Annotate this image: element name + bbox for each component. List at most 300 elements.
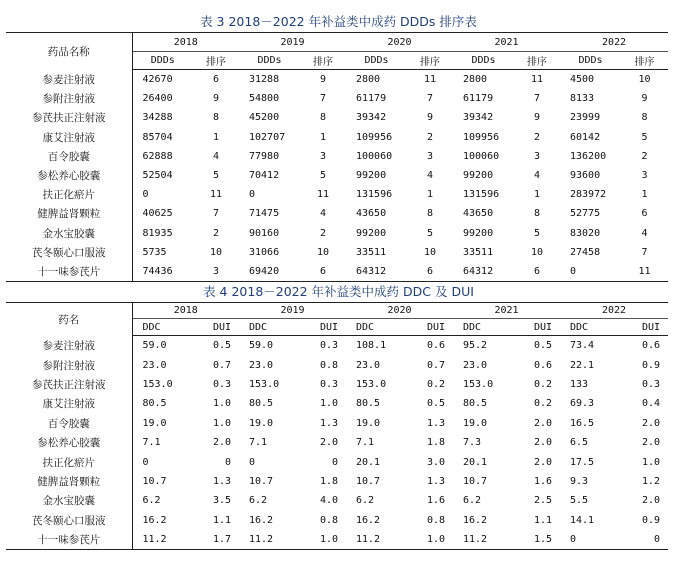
table3-year-header: 2019	[239, 33, 346, 52]
table4-value-cell: 59.0	[142, 340, 167, 352]
table4-year-header: 2020	[346, 303, 453, 319]
table3-second-cell: 7	[212, 208, 220, 220]
table-row	[6, 70, 668, 90]
table4-value-cell: 73.4	[570, 340, 595, 352]
table4-value-cell: 23.0	[142, 359, 167, 371]
table4-value-cell: 17.5	[570, 456, 595, 468]
table4-value-cell: 11.2	[132, 530, 193, 550]
drug-name: 十一味参芪片	[6, 530, 132, 550]
table4-second-cell: 0.6	[426, 340, 445, 352]
table3-value-cell: 99200	[463, 170, 494, 182]
table3-value-cell: 23999	[570, 112, 601, 124]
table3-second-cell: 4	[212, 150, 220, 162]
table4-value-cell: 10.7	[142, 475, 167, 487]
table4-second-cell: 0.3	[641, 379, 660, 391]
table3-value-cell: 31288	[249, 74, 280, 86]
table-row	[6, 166, 668, 185]
table4-value-cell: 7.1	[142, 437, 161, 449]
table4-second-cell: 0.3	[212, 379, 231, 391]
table-row	[6, 262, 668, 282]
table3-ddds-ranking	[6, 32, 668, 282]
table4-ddc-header: DDC	[346, 319, 407, 336]
table3-second-cell: 11	[209, 189, 223, 201]
table4-dui-header: DUI	[514, 319, 560, 336]
table3-value-cell: 0	[249, 189, 256, 201]
drug-name: 百令胶囊	[6, 414, 132, 433]
table4-second-cell: 3.0	[426, 456, 445, 468]
table4-value-cell: 14.1	[570, 514, 595, 526]
table3-value-cell: 33511	[463, 246, 494, 258]
table3-second-cell: 11	[621, 262, 668, 282]
table3-value-cell: 69420	[239, 262, 300, 282]
table4-value-cell: 10.7	[356, 475, 381, 487]
table4-second-cell: 1.3	[426, 417, 445, 429]
table4-value-cell: 69.3	[570, 398, 595, 410]
table4-second-cell: 1.6	[426, 495, 445, 507]
table4-value-cell: 19.0	[463, 417, 488, 429]
table4-second-cell: 1.6	[533, 475, 552, 487]
drug-name: 十一味参芪片	[6, 262, 132, 282]
table3-second-cell: 4	[641, 227, 648, 239]
table4-second-cell: 1.0	[407, 530, 453, 550]
table3-value-cell: 31066	[249, 246, 280, 258]
table4-dui-header: DUI	[621, 319, 668, 336]
table4-second-cell: 0	[224, 456, 231, 468]
table3-value-cell: 109956	[356, 131, 393, 143]
table4-second-cell: 1.7	[193, 530, 239, 550]
table4-second-cell: 2.0	[533, 417, 552, 429]
table4-second-cell: 1.1	[533, 514, 552, 526]
table4-second-cell: 0.7	[212, 359, 231, 371]
table4-value-cell: 108.1	[356, 340, 387, 352]
table4-value-cell: 0	[560, 530, 621, 550]
table4-second-cell: 1.0	[300, 530, 346, 550]
table3-value-cell: 74436	[132, 262, 193, 282]
table3-year-header: 2022	[560, 33, 668, 52]
table3-value-cell: 34288	[142, 112, 173, 124]
table4-ddc-header: DDC	[239, 319, 300, 336]
table3-second-cell: 1	[641, 189, 648, 201]
table3-value-cell: 99200	[463, 227, 494, 239]
table4-second-cell: 0.2	[426, 379, 445, 391]
table4-second-cell: 0	[621, 530, 668, 550]
table3-value-cell: 0	[560, 262, 621, 282]
drug-name: 参附注射液	[6, 355, 132, 374]
table-row	[6, 491, 668, 510]
table-row	[6, 204, 668, 223]
table3-value-cell: 64312	[346, 262, 407, 282]
drug-name: 参麦注射液	[6, 336, 132, 356]
table3-value-cell: 40625	[142, 208, 173, 220]
table4-second-cell: 0.8	[426, 514, 445, 526]
table4-value-cell: 22.1	[570, 359, 595, 371]
table4-second-cell: 2.5	[533, 495, 552, 507]
table4-value-cell: 10.7	[249, 475, 274, 487]
table4-second-cell: 0.5	[426, 398, 445, 410]
table4-value-cell: 23.0	[356, 359, 381, 371]
table4-value-cell: 23.0	[249, 359, 274, 371]
table3-value-cell: 102707	[249, 131, 286, 143]
table4-value-cell: 16.2	[249, 514, 274, 526]
table4-second-cell: 2.0	[641, 495, 660, 507]
table3-value-cell: 52504	[142, 170, 173, 182]
table4-second-cell: 1.1	[212, 514, 231, 526]
table3-value-cell: 8133	[570, 93, 595, 105]
table3-second-cell: 4	[319, 208, 327, 220]
drug-name: 金水宝胶囊	[6, 491, 132, 510]
table4-ddc-header: DDC	[560, 319, 621, 336]
table4-value-cell: 95.2	[463, 340, 488, 352]
table4-value-cell: 16.2	[142, 514, 167, 526]
table3-value-cell: 42670	[142, 74, 173, 86]
table-row	[6, 128, 668, 147]
table3-second-cell: 5	[533, 227, 541, 239]
drug-name: 芪冬颐心口服液	[6, 511, 132, 530]
table4-value-cell: 80.5	[463, 398, 488, 410]
table-row	[6, 224, 668, 243]
table4-value-cell: 20.1	[463, 456, 488, 468]
table3-second-cell: 10	[423, 246, 437, 258]
table4-value-cell: 6.2	[463, 495, 482, 507]
table3-name-header: 药品名称	[6, 33, 132, 70]
table3-value-cell: 45200	[249, 112, 280, 124]
table4-second-cell: 3.5	[212, 495, 231, 507]
table3-year-header: 2020	[346, 33, 453, 52]
table4-dui-header: DUI	[407, 319, 453, 336]
table3-second-cell: 5	[319, 170, 327, 182]
table3-second-cell: 3	[641, 170, 648, 182]
table4-value-cell: 16.5	[570, 417, 595, 429]
table4-value-cell: 80.5	[142, 398, 167, 410]
table4-second-cell: 0.7	[426, 359, 445, 371]
table3-second-cell: 2	[641, 150, 648, 162]
table3-second-cell: 7	[319, 93, 327, 105]
table3-value-cell: 33511	[356, 246, 387, 258]
table3-second-cell: 6	[514, 262, 560, 282]
table3-second-cell: 3	[319, 150, 327, 162]
table3-second-cell: 1	[212, 131, 220, 143]
table3-ddds-header: DDDs	[453, 52, 514, 70]
table4-second-cell: 1.0	[641, 456, 660, 468]
table3-rank-header: 排序	[621, 52, 668, 70]
table4-value-cell: 11.2	[239, 530, 300, 550]
table3-second-cell: 5	[641, 131, 648, 143]
table3-second-cell: 6	[641, 208, 648, 220]
table4-value-cell: 7.1	[249, 437, 268, 449]
table-row	[6, 394, 668, 413]
table4-value-cell: 153.0	[249, 379, 280, 391]
table3-second-cell: 10	[638, 74, 651, 86]
table3-second-cell: 3	[193, 262, 239, 282]
drug-name: 参芪扶正注射液	[6, 108, 132, 127]
table3-value-cell: 27458	[570, 246, 601, 258]
table3-ddds-header: DDDs	[239, 52, 300, 70]
table3-value-cell: 43650	[356, 208, 387, 220]
table3-second-cell: 8	[533, 208, 541, 220]
drug-name: 康艾注射液	[6, 128, 132, 147]
table3-second-cell: 9	[426, 112, 434, 124]
table3-second-cell: 9	[533, 112, 541, 124]
table3-value-cell: 62888	[142, 150, 173, 162]
table4-second-cell: 0.9	[641, 514, 660, 526]
table3-ddds-header: DDDs	[132, 52, 193, 70]
table-row	[6, 414, 668, 433]
table4-second-cell: 0.3	[319, 340, 338, 352]
table3-second-cell: 9	[641, 93, 648, 105]
table4-second-cell: 1.0	[212, 417, 231, 429]
table4-value-cell: 9.3	[570, 475, 589, 487]
table3-value-cell: 83020	[570, 227, 601, 239]
table3-value-cell: 99200	[356, 170, 387, 182]
table4-value-cell: 23.0	[463, 359, 488, 371]
table4-value-cell: 6.2	[356, 495, 375, 507]
table4-name-header: 药名	[6, 303, 132, 336]
drug-name: 参松养心胶囊	[6, 166, 132, 185]
table3-value-cell: 100060	[463, 150, 500, 162]
table4-second-cell: 0.5	[533, 340, 552, 352]
table4-value-cell: 6.2	[142, 495, 161, 507]
table3-second-cell: 11	[530, 74, 544, 86]
table3-caption: 表 3 2018－2022 年补益类中成药 DDDs 排序表	[200, 14, 477, 29]
table4-second-cell: 0.8	[319, 359, 338, 371]
table3-value-cell: 131596	[356, 189, 393, 201]
table3-second-cell: 11	[316, 189, 330, 201]
table4-second-cell: 0.9	[641, 359, 660, 371]
table-row	[6, 185, 668, 204]
table4-caption: 表 4 2018－2022 年补益类中成药 DDC 及 DUI	[203, 284, 474, 300]
table4-second-cell: 0.3	[319, 379, 338, 391]
table3-value-cell: 93600	[570, 170, 601, 182]
table3-second-cell: 7	[533, 93, 541, 105]
table3-value-cell: 60142	[570, 131, 601, 143]
table4-value-cell: 11.2	[453, 530, 514, 550]
table4-value-cell: 0	[142, 456, 149, 468]
table3-second-cell: 3	[426, 150, 434, 162]
table3-value-cell: 136200	[570, 150, 607, 162]
drug-name: 芪冬颐心口服液	[6, 243, 132, 262]
table4-second-cell: 0.2	[533, 398, 552, 410]
table4-value-cell: 0	[249, 456, 256, 468]
table3-value-cell: 39342	[463, 112, 494, 124]
table-row	[6, 108, 668, 127]
table-row	[6, 375, 668, 394]
table4-second-cell: 0.6	[533, 359, 552, 371]
table3-second-cell: 6	[407, 262, 453, 282]
table3-second-cell: 8	[319, 112, 327, 124]
table4-second-cell: 4.0	[319, 495, 338, 507]
table-row	[6, 243, 668, 262]
drug-name: 健脾益肾颗粒	[6, 204, 132, 223]
table4-year-header: 2018	[132, 303, 239, 319]
table4-second-cell: 0.4	[641, 398, 660, 410]
drug-name: 参麦注射液	[6, 70, 132, 90]
table4-second-cell: 1.0	[319, 398, 338, 410]
table3-second-cell: 8	[426, 208, 434, 220]
table-row	[6, 336, 668, 356]
table3-value-cell: 39342	[356, 112, 387, 124]
drug-name: 金水宝胶囊	[6, 224, 132, 243]
table4-value-cell: 80.5	[249, 398, 274, 410]
table3-second-cell: 10	[530, 246, 544, 258]
table3-second-cell: 7	[426, 93, 434, 105]
table3-second-cell: 2	[319, 227, 327, 239]
table3-value-cell: 90160	[249, 227, 280, 239]
table-row	[6, 530, 668, 550]
table3-second-cell: 8	[212, 112, 220, 124]
table4-value-cell: 16.2	[463, 514, 488, 526]
table3-value-cell: 2800	[463, 74, 488, 86]
table4-value-cell: 153.0	[463, 379, 494, 391]
table4-value-cell: 80.5	[356, 398, 381, 410]
table4-second-cell: 0.6	[641, 340, 660, 352]
table4-second-cell: 1.5	[514, 530, 560, 550]
table3-year-header: 2021	[453, 33, 560, 52]
table4-value-cell: 6.2	[249, 495, 268, 507]
table4-second-cell: 1.2	[641, 475, 660, 487]
table4-value-cell: 7.1	[356, 437, 375, 449]
table3-rank-header: 排序	[300, 52, 346, 70]
drug-name: 参松养心胶囊	[6, 433, 132, 452]
table3-second-cell: 1	[426, 189, 434, 201]
table3-value-cell: 64312	[453, 262, 514, 282]
table3-value-cell: 54800	[249, 93, 280, 105]
table3-value-cell: 0	[142, 189, 149, 201]
table4-dui-header: DUI	[300, 319, 346, 336]
table-row	[6, 433, 668, 452]
table4-value-cell: 19.0	[356, 417, 381, 429]
table4-second-cell: 0.2	[533, 379, 552, 391]
table3-year-header: 2018	[132, 33, 239, 52]
drug-name: 健脾益肾颗粒	[6, 472, 132, 491]
table-row	[6, 147, 668, 166]
table4-value-cell: 5.5	[570, 495, 589, 507]
table-row	[6, 452, 668, 471]
table3-value-cell: 100060	[356, 150, 393, 162]
table3-value-cell: 99200	[356, 227, 387, 239]
table3-rank-header: 排序	[514, 52, 560, 70]
drug-name: 康艾注射液	[6, 394, 132, 413]
drug-name: 百令胶囊	[6, 147, 132, 166]
table4-second-cell: 0	[331, 456, 338, 468]
table3-second-cell: 7	[641, 246, 648, 258]
table-row	[6, 472, 668, 491]
table3-value-cell: 26400	[142, 93, 173, 105]
table3-value-cell: 81935	[142, 227, 173, 239]
table4-value-cell: 7.3	[463, 437, 482, 449]
table-row	[6, 355, 668, 374]
table4-value-cell: 153.0	[356, 379, 387, 391]
table4-second-cell: 1.3	[212, 475, 231, 487]
table3-second-cell: 9	[319, 74, 327, 86]
table4-second-cell: 2.0	[212, 437, 231, 449]
table4-year-header: 2021	[453, 303, 560, 319]
table4-value-cell: 19.0	[142, 417, 167, 429]
table4-second-cell: 1.0	[212, 398, 231, 410]
table3-value-cell: 43650	[463, 208, 494, 220]
table3-ddds-header: DDDs	[346, 52, 407, 70]
drug-name: 扶正化瘀片	[6, 185, 132, 204]
table3-second-cell: 3	[533, 150, 541, 162]
drug-name: 参附注射液	[6, 89, 132, 108]
table4-value-cell: 133	[570, 379, 589, 391]
table3-second-cell: 11	[423, 74, 437, 86]
table4-second-cell: 2.0	[533, 456, 552, 468]
table4-second-cell: 0.8	[319, 514, 338, 526]
table4-second-cell: 2.0	[641, 417, 660, 429]
table3-value-cell: 71475	[249, 208, 280, 220]
table3-second-cell: 4	[533, 170, 541, 182]
table4-second-cell: 1.8	[319, 475, 338, 487]
table3-value-cell: 85704	[142, 131, 173, 143]
table4-value-cell: 16.2	[356, 514, 381, 526]
table3-value-cell: 4500	[570, 74, 595, 86]
table3-second-cell: 2	[426, 131, 434, 143]
table4-value-cell: 153.0	[142, 379, 173, 391]
table3-second-cell: 9	[212, 93, 220, 105]
table4-value-cell: 6.5	[570, 437, 589, 449]
table3-value-cell: 61179	[356, 93, 387, 105]
table4-value-cell: 10.7	[463, 475, 488, 487]
table3-second-cell: 4	[426, 170, 434, 182]
table4-second-cell: 2.0	[533, 437, 552, 449]
drug-name: 扶正化瘀片	[6, 452, 132, 471]
table3-value-cell: 77980	[249, 150, 280, 162]
table4-year-header: 2019	[239, 303, 346, 319]
table3-second-cell: 8	[641, 112, 648, 124]
table3-second-cell: 1	[319, 131, 327, 143]
table3-second-cell: 5	[426, 227, 434, 239]
drug-name: 参芪扶正注射液	[6, 375, 132, 394]
table4-second-cell: 2.0	[641, 437, 660, 449]
table4-second-cell: 2.0	[319, 437, 338, 449]
table3-second-cell: 5	[212, 170, 220, 182]
table3-rank-header: 排序	[407, 52, 453, 70]
table3-value-cell: 61179	[463, 93, 494, 105]
table3-value-cell: 52775	[570, 208, 601, 220]
table-row	[6, 511, 668, 530]
table4-second-cell: 0.5	[212, 340, 231, 352]
table4-value-cell: 20.1	[356, 456, 381, 468]
table3-second-cell: 1	[533, 189, 541, 201]
table4-value-cell: 59.0	[249, 340, 274, 352]
table4-ddc-dui	[6, 302, 668, 550]
table3-second-cell: 10	[316, 246, 330, 258]
table3-second-cell: 2	[533, 131, 541, 143]
table3-value-cell: 131596	[463, 189, 500, 201]
table4-value-cell: 19.0	[249, 417, 274, 429]
table4-ddc-header: DDC	[132, 319, 193, 336]
table4-year-header: 2022	[560, 303, 668, 319]
table-row	[6, 89, 668, 108]
table3-value-cell: 5735	[142, 246, 167, 258]
table4-second-cell: 1.8	[426, 437, 445, 449]
table4-value-cell: 11.2	[346, 530, 407, 550]
table3-ddds-header: DDDs	[560, 52, 621, 70]
table4-ddc-header: DDC	[453, 319, 514, 336]
table3-second-cell: 2	[212, 227, 220, 239]
table3-value-cell: 109956	[463, 131, 500, 143]
table3-value-cell: 2800	[356, 74, 381, 86]
table3-value-cell: 70412	[249, 170, 280, 182]
table4-second-cell: 1.3	[426, 475, 445, 487]
table3-value-cell: 283972	[570, 189, 607, 201]
table4-dui-header: DUI	[193, 319, 239, 336]
table3-rank-header: 排序	[193, 52, 239, 70]
table3-second-cell: 6	[212, 74, 220, 86]
table4-second-cell: 1.3	[319, 417, 338, 429]
table3-second-cell: 6	[300, 262, 346, 282]
table3-second-cell: 10	[209, 246, 223, 258]
